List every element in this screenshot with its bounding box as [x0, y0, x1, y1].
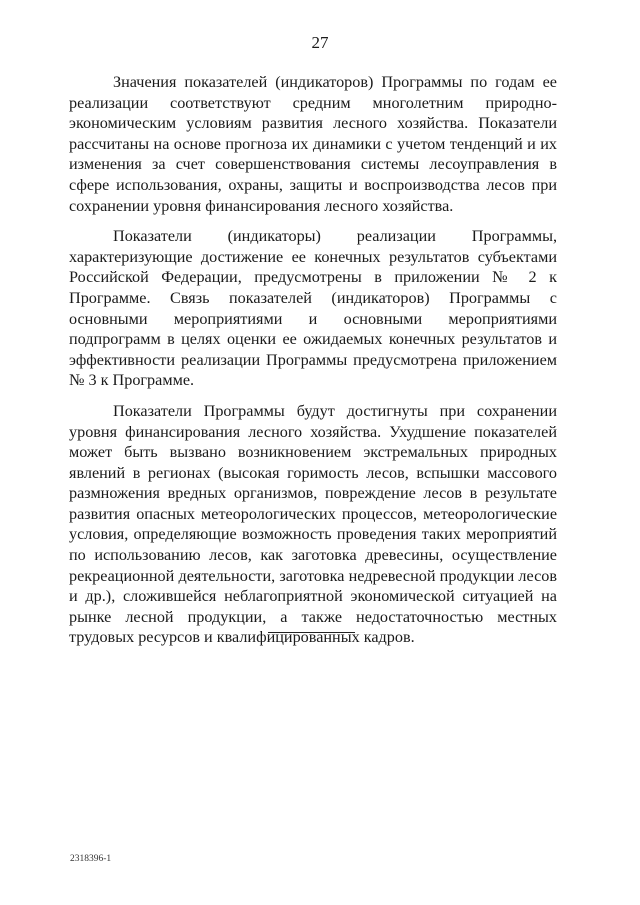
paragraph-indicator-risks: Показатели Программы будут достигнуты при сохранении уровня финансирования лесного хозяйства. Ухудшение показателей может быть вызвано возникновением экстремальных природных явлений в регионах (высокая горимость лесов, вспышки массового размножения вредных организмов, повреждение лесов в результате развития опасных метеорологических процессов, метеорологические условия, определяющие возможность проведения таких мероприятий по использованию лесов, как заготовка древесины, осуществление рекреационной деятельности, заготовка недревесной продукции лесов и др.), сложившейся неблагоприятной экономической ситуацией на рынке лесной продукции, а также недостаточностью местных трудовых ресурсов и квалифицированных кадров.	[69, 401, 557, 647]
document-code: 2318396-1	[70, 854, 112, 864]
paragraph-indicator-values: Значения показателей (индикаторов) Программы по годам ее реализации соответствуют средним многолетним природно-экономическим условиям развития лесного хозяйства. Показатели рассчитаны на основе прогноза их динамики с учетом тенденций и их изменения за счет совершенствования системы лесоуправления в сфере использования, охраны, защиты и воспроизводства лесов при сохранении уровня финансирования лесного хозяйства.	[69, 73, 557, 215]
document-body	[69, 72, 557, 658]
paragraph-indicator-regions: Показатели (индикаторы) реализации Программы, характеризующие достижение ее конечных результатов субъектами Российской Федерации, предусмотрены в приложении № 2 к Программе. Связь показателей (индикаторов) Программы с основными мероприятиями и основными мероприятиями подпрограмм в целях оценки ее ожидаемых конечных результатов и эффективности реализации Программы предусмотрена приложением № 3 к Программе.	[69, 227, 557, 390]
page-number: 27	[311, 33, 329, 52]
end-divider	[268, 632, 355, 633]
